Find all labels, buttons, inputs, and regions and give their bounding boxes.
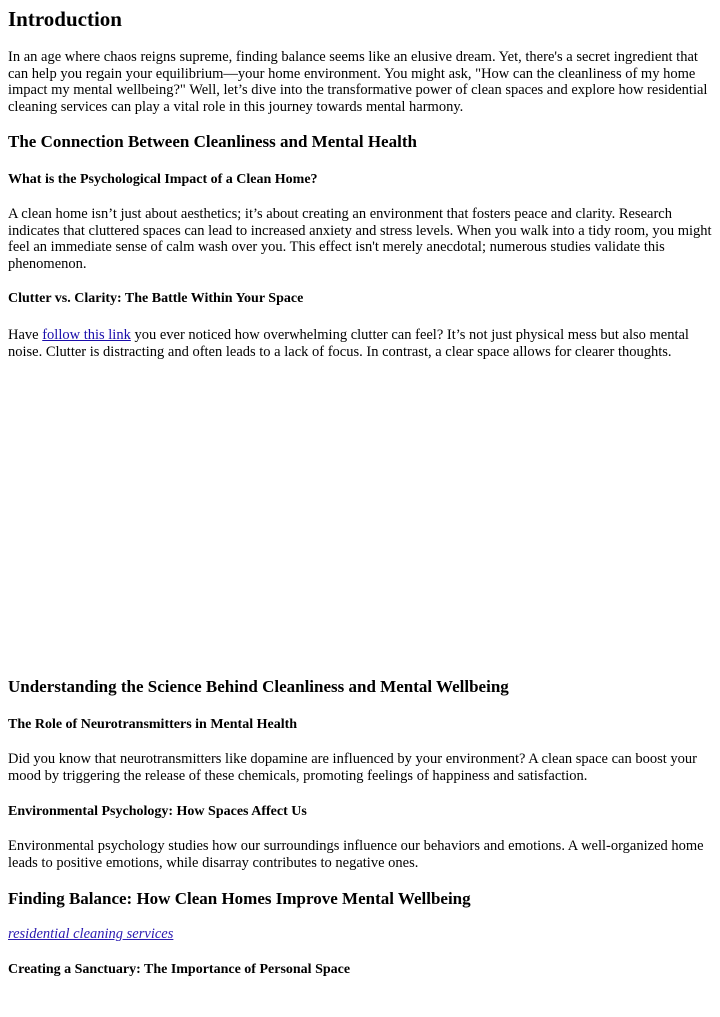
psych-paragraph: A clean home isn’t just about aesthetics; it’s about creating an environment that fosters peace and clarity. Research indicates that cluttered spaces can lead to increased anxiety and stress levels. When you walk into a tidy room, you might feel an immediate sense of calm wash over you. This effect isn't merely anecdotal; numerous studies validate this phenomenon. [8, 206, 712, 272]
clutter-text-after: you ever noticed how overwhelming clutter can feel? It’s not just physical mess but also mental noise. Clutter is distracting and often leads to a lack of focus. In contrast, a clear space allows for clearer thoughts. [8, 327, 689, 360]
env-heading: Environmental Psychology: How Spaces Affect Us [8, 804, 307, 819]
balance-heading: Finding Balance: How Clean Homes Improve Mental Wellbeing [8, 889, 471, 908]
clutter-paragraph [8, 327, 713, 360]
psych-heading: What is the Psychological Impact of a Clean Home? [8, 172, 318, 187]
follow-this-link[interactable]: follow this link [42, 327, 131, 343]
residential-cleaning-link[interactable]: residential cleaning services [8, 926, 174, 942]
intro-title: Introduction [8, 7, 122, 31]
neuro-heading: The Role of Neurotransmitters in Mental Health [8, 717, 298, 732]
clutter-text-before: Have [8, 327, 43, 343]
science-heading: Understanding the Science Behind Cleanliness and Mental Wellbeing [8, 677, 509, 696]
connection-heading: The Connection Between Cleanliness and Mental Health [8, 132, 417, 151]
sanctuary-heading: Creating a Sanctuary: The Importance of Personal Space [8, 962, 351, 977]
intro-paragraph: In an age where chaos reigns supreme, finding balance seems like an elusive dream. Yet, there's a secret ingredient that can help you regain your equilibrium—your home environment. You might ask, "How can the cleanliness of my home impact my mental wellbeing?" Well, let’s dive into the transformative power of clean spaces and explore how residential cleaning services can play a vital role in this journey towards mental harmony. [8, 49, 708, 115]
residential-cleaning-link-row [8, 926, 713, 943]
clutter-heading: Clutter vs. Clarity: The Battle Within Your Space [8, 291, 304, 306]
env-paragraph: Environmental psychology studies how our surroundings influence our behaviors and emotions. A well-organized home leads to positive emotions, while disarray contributes to negative ones. [8, 838, 704, 871]
neuro-paragraph: Did you know that neurotransmitters like dopamine are influenced by your environment? A clean space can boost your mood by triggering the release of these chemicals, promoting feelings of happiness and satisfaction. [8, 751, 697, 784]
